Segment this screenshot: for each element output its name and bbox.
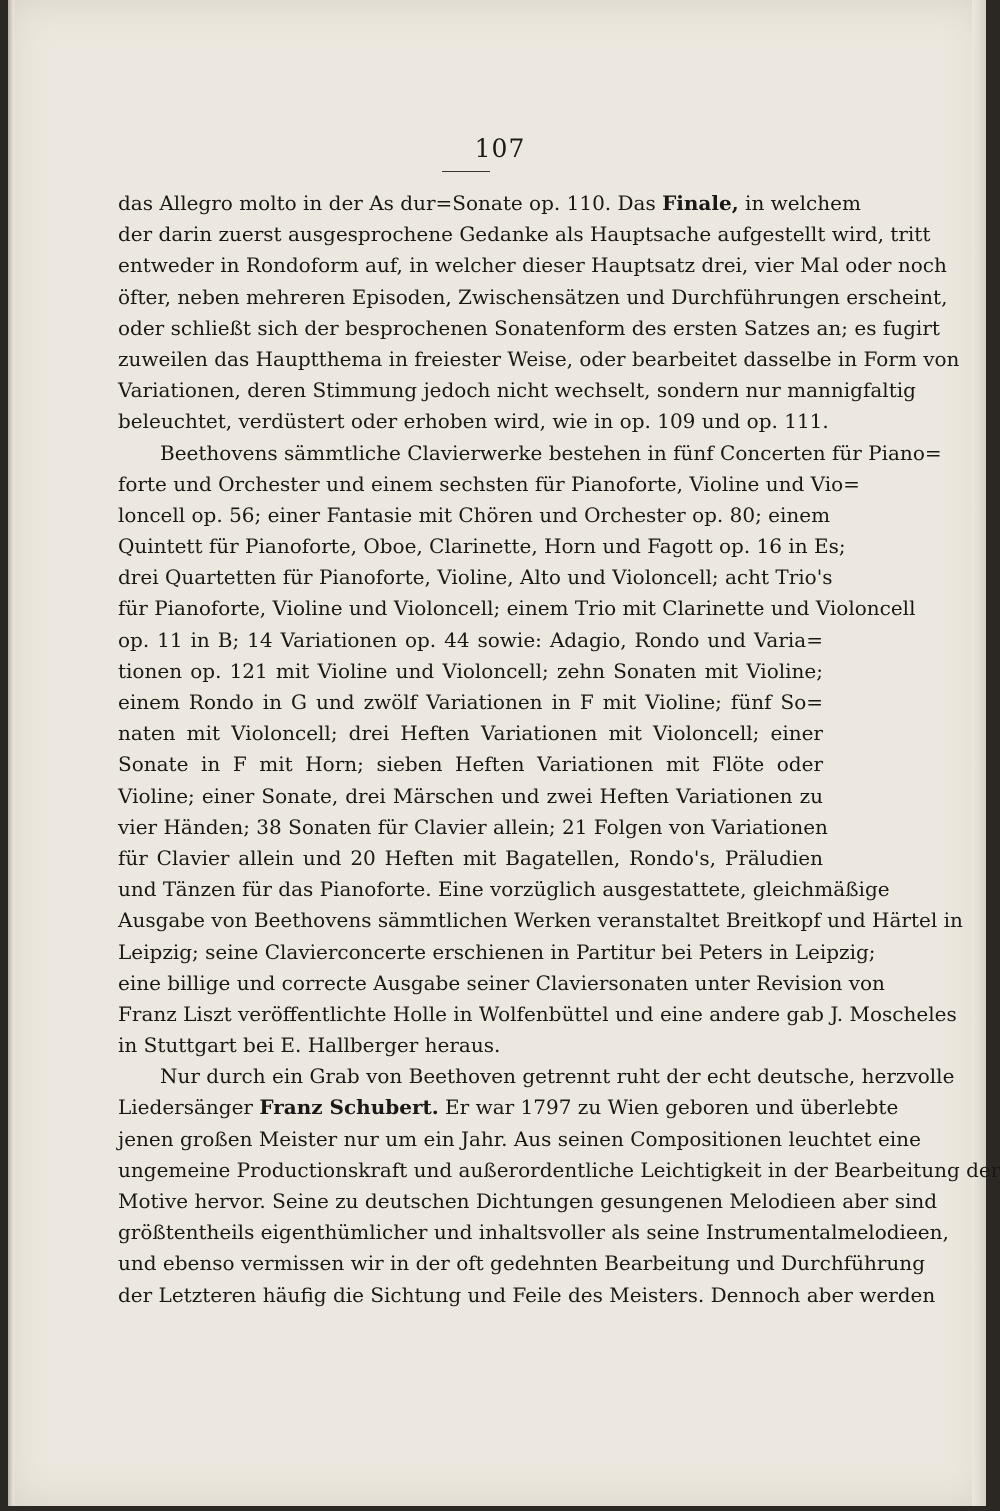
text-line <box>118 344 960 375</box>
text-line <box>118 1248 925 1279</box>
text-segment: in Stuttgart bei E. Hallberger heraus. <box>118 1033 501 1058</box>
text-line <box>118 999 957 1030</box>
text-line <box>118 718 823 749</box>
text-line <box>118 500 831 531</box>
text-line <box>118 1092 899 1123</box>
text-segment: und Tänzen für das Pianoforte. Eine vorzüglich ausgestattete, gleichmäßige <box>118 877 890 902</box>
text-segment: das Allegro molto in der As dur=Sonate op. 110. Das <box>118 191 663 215</box>
text-segment: Liedersänger <box>118 1095 260 1120</box>
text-segment: Motive hervor. Seine zu deutschen Dichtungen gesungenen Melodieen aber sind <box>118 1189 938 1213</box>
text-line <box>118 219 931 250</box>
text-line <box>118 968 885 999</box>
text-line <box>118 1280 936 1311</box>
text-segment: Beethovens sämmtliche Clavierwerke bestehen in fünf Concerten für Piano= <box>160 440 942 465</box>
text-segment: eine billige und correcte Ausgabe seiner Claviersonaten unter Revision von <box>118 970 885 995</box>
text-segment: beleuchtet, verdüstert oder erhoben wird, wie in op. 109 und op. 111. <box>118 409 829 434</box>
text-segment: der Letzteren häufig die Sichtung und Feile des Meisters. Dennoch aber werden <box>118 1282 936 1307</box>
text-line <box>118 1030 823 1061</box>
text-segment: Franz Liszt veröffentlichte Holle in Wolfenbüttel und eine andere gab J. Moscheles <box>118 1001 957 1026</box>
text-line <box>118 313 940 344</box>
text-segment: Ausgabe von Beethovens sämmtlichen Werken veranstaltet Breitkopf und Härtel in <box>118 908 963 933</box>
text-line <box>118 1186 938 1217</box>
text-segment: der darin zuerst ausgesprochene Gedanke als Hauptsache aufgestellt wird, tritt <box>118 222 931 247</box>
text-segment: naten mit Violoncell; drei Heften Variationen mit Violoncell; einer <box>118 721 823 746</box>
text-segment: op. 11 in B; 14 Variationen op. 44 sowie: Adagio, Rondo und Varia= <box>118 627 823 652</box>
text-segment: oder schließt sich der besprochenen Sonatenform des ersten Satzes an; es fugirt <box>118 315 940 340</box>
text-segment: Er war 1797 zu Wien geboren und überlebte <box>438 1095 899 1120</box>
text-segment: Quintett für Pianoforte, Oboe, Clarinette, Horn und Fagott op. 16 in Es; <box>118 534 846 559</box>
text-segment: Leipzig; seine Clavierconcerte erschienen in Partitur bei Peters in Leipzig; <box>118 939 876 964</box>
text-line <box>118 874 890 905</box>
text-line <box>118 1061 955 1092</box>
page-edge <box>972 0 986 1506</box>
text-segment: jenen großen Meister nur um ein Jahr. Aus seinen Compositionen leuchtet eine <box>118 1126 921 1151</box>
text-segment: Nur durch ein Grab von Beethoven getrennt ruht der echt deutsche, herzvolle <box>160 1064 955 1089</box>
text-line <box>118 905 963 936</box>
text-line <box>118 531 846 562</box>
text-line <box>118 812 828 843</box>
text-segment: größtentheils eigenthümlicher und inhaltsvoller als seine Instrumentalmelodieen, <box>118 1220 949 1245</box>
page-number-rule <box>442 171 490 172</box>
text-line <box>118 188 861 219</box>
page-number: 107 <box>474 134 526 163</box>
text-line <box>118 375 916 406</box>
text-segment: für Clavier allein und 20 Heften mit Bagatellen, Rondo's, Präludien <box>118 845 823 870</box>
text-line <box>118 625 823 656</box>
body-text <box>118 188 1000 1311</box>
text-segment: ungemeine Productionskraft und außerordentliche Leichtigkeit in der Bearbeitung der <box>118 1157 1000 1182</box>
text-line <box>118 781 823 812</box>
text-segment: in welchem <box>738 191 861 215</box>
text-segment: vier Händen; 38 Sonaten für Clavier allein; 21 Folgen von Variationen <box>118 814 828 839</box>
text-segment: forte und Orchester und einem sechsten für Pianoforte, Violine und Vio= <box>118 471 860 496</box>
text-line <box>118 438 942 469</box>
text-segment: tionen op. 121 mit Violine und Violoncell; zehn Sonaten mit Violine; <box>118 658 823 683</box>
text-line <box>118 937 876 968</box>
text-segment: zuweilen das Hauptthema in freiester Weise, oder bearbeitet dasselbe in Form von <box>118 346 960 371</box>
text-line <box>118 749 823 780</box>
text-line <box>118 687 823 718</box>
text-line <box>118 250 947 281</box>
text-line <box>118 282 948 313</box>
text-segment: drei Quartetten für Pianoforte, Violine, Alto und Violoncell; acht Trio's <box>118 565 833 590</box>
text-line <box>118 406 829 437</box>
text-line <box>118 1217 949 1248</box>
text-segment: Violine; einer Sonate, drei Märschen und zwei Heften Variationen zu <box>118 783 823 808</box>
text-segment: entweder in Rondoform auf, in welcher dieser Hauptsatz drei, vier Mal oder noch <box>118 253 947 278</box>
text-line <box>118 1124 921 1155</box>
text-line <box>118 593 916 624</box>
bold-term: Finale, <box>662 191 739 215</box>
text-segment: und ebenso vermissen wir in der oft gedehnten Bearbeitung und Durchführung <box>118 1251 925 1276</box>
text-segment: öfter, neben mehreren Episoden, Zwischensätzen und Durchführungen erscheint, <box>118 284 948 309</box>
text-line <box>118 469 860 500</box>
text-segment: einem Rondo in G und zwölf Variationen in F mit Violine; fünf So= <box>118 690 823 714</box>
text-segment: loncell op. 56; einer Fantasie mit Chören und Orchester op. 80; einem <box>118 502 831 527</box>
text-line <box>118 843 823 874</box>
text-segment: Sonate in F mit Horn; sieben Heften Variationen mit Flöte oder <box>118 752 823 777</box>
text-segment: Variationen, deren Stimmung jedoch nicht wechselt, sondern nur mannigfaltig <box>118 378 916 403</box>
text-line <box>118 656 823 687</box>
page-gutter-shadow <box>8 0 14 1506</box>
bold-term: Franz Schubert. <box>259 1095 439 1120</box>
text-line <box>118 1155 1000 1186</box>
text-segment: für Pianoforte, Violine und Violoncell; einem Trio mit Clarinette und Violoncell <box>118 596 916 621</box>
text-line <box>118 562 833 593</box>
